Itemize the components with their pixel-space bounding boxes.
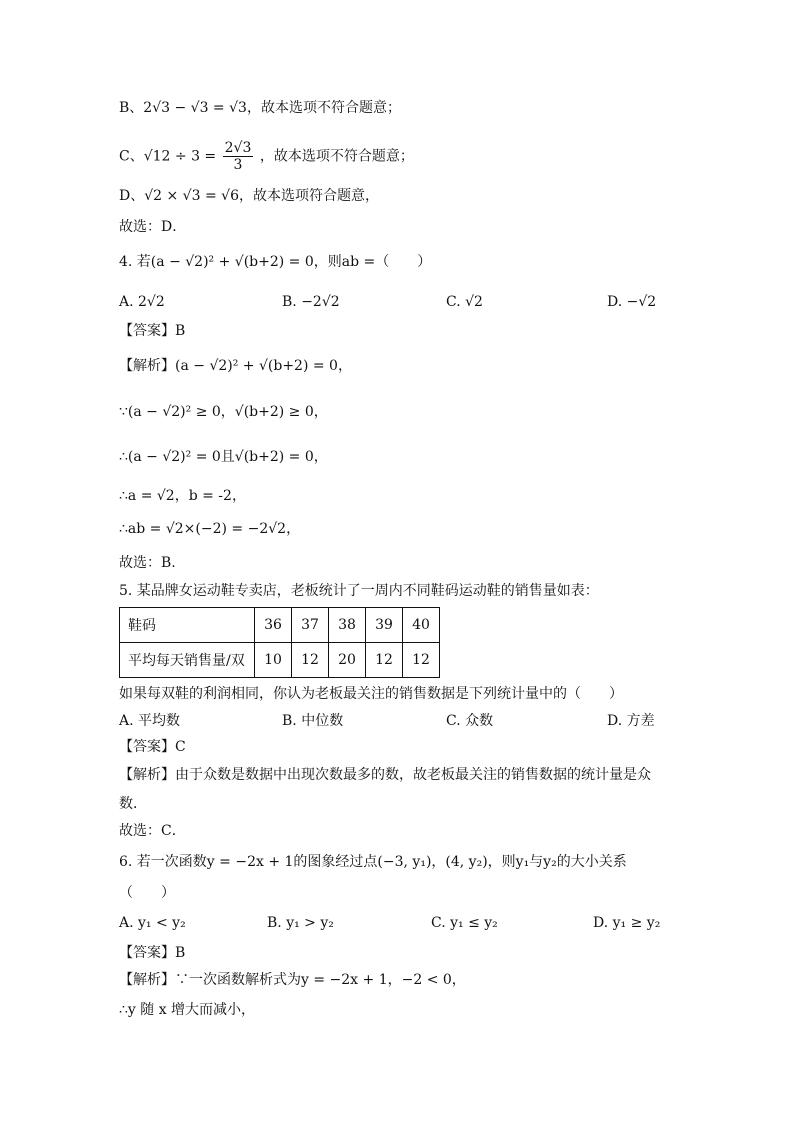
q4-option-d: D. −√2 (607, 294, 657, 310)
q5-prompt: 如果每双鞋的利润相同，你认为老板最关注的销售数据是下列统计量中的（ ） (119, 686, 623, 702)
q4-choice: 故选：B. (119, 555, 176, 571)
fraction-numerator: 2√3 (224, 140, 252, 156)
q6-analysis-1: 【解析】∵一次函数解析式为y = −2x + 1，−2 < 0， (119, 972, 466, 988)
q6-paren: （ ） (119, 885, 175, 901)
table-cell: 37 (292, 608, 329, 643)
q4-analysis-1: 【解析】(a − √2)² + √(b+2) = 0， (119, 358, 352, 374)
table-cell: 38 (329, 608, 366, 643)
question-5: 5. 某品牌女运动鞋专卖店，老板统计了一周内不同鞋码运动鞋的销售量如表： (119, 583, 599, 599)
q5-option-b: B. 中位数 (282, 713, 344, 729)
q6-analysis-2: ∴y 随 x 增大而减小， (119, 1002, 256, 1018)
q4-analysis-2: ∵(a − √2)² ≥ 0，√(b+2) ≥ 0， (119, 404, 328, 420)
q5-analysis-1: 【解析】由于众数是数据中出现次数最多的数，故老板最关注的销售数据的统计量是众 (119, 767, 651, 783)
q3-choice: 故选：D． (119, 219, 187, 235)
option-d-explanation: D、√2 × √3 = √6，故本选项符合题意， (119, 188, 379, 204)
option-c-comment: ，故本选项不符合题意； (259, 148, 414, 165)
fraction (223, 140, 254, 173)
table-cell: 36 (255, 608, 292, 643)
question-6: 6. 若一次函数y = −2x + 1的图象经过点(−3, y₁)，(4, y₂)，则y₁与y₂的大小关系 (119, 854, 627, 870)
q6-option-c: C. y₁ ≤ y₂ (431, 915, 498, 931)
table-cell: 12 (292, 643, 329, 678)
table-cell: 20 (329, 643, 366, 678)
table-cell: 鞋码 (120, 608, 255, 643)
q5-analysis-2: 数． (119, 796, 147, 812)
q4-analysis-5: ∴ab = √2×(−2) = −2√2， (119, 521, 301, 537)
option-b-explanation: B、2√3 − √3 = √3，故本选项不符合题意； (119, 100, 401, 116)
table-cell: 10 (255, 643, 292, 678)
table-cell: 平均每天销售量/双 (120, 643, 255, 678)
q5-option-c: C. 众数 (446, 713, 494, 729)
sales-table (119, 607, 440, 678)
table-row (120, 643, 440, 678)
table-cell: 12 (366, 643, 403, 678)
table-cell: 39 (366, 608, 403, 643)
q4-answer: 【答案】B (119, 323, 186, 339)
q4-option-c: C. √2 (446, 294, 483, 310)
option-c-explanation (119, 140, 414, 173)
q5-answer: 【答案】C (119, 739, 186, 755)
q5-choice: 故选：C． (119, 823, 186, 839)
q4-option-b: B. −2√2 (282, 294, 340, 310)
table-cell: 40 (403, 608, 440, 643)
option-c-expr: C、√12 ÷ 3 = (119, 148, 217, 165)
q5-option-a: A. 平均数 (119, 713, 181, 729)
fraction-denominator: 3 (233, 157, 243, 173)
q4-option-a: A. 2√2 (119, 294, 165, 310)
q6-option-d: D. y₁ ≥ y₂ (593, 915, 661, 931)
q5-option-d: D. 方差 (607, 713, 655, 729)
q6-answer: 【答案】B (119, 945, 186, 961)
question-4: 4. 若(a − √2)² + √(b+2) = 0，则ab =（ ） (119, 254, 432, 270)
table-row (120, 608, 440, 643)
q4-analysis-3: ∴(a − √2)² = 0且√(b+2) = 0， (119, 449, 328, 465)
q6-option-b: B. y₁ > y₂ (267, 915, 334, 931)
q6-option-a: A. y₁ < y₂ (119, 915, 186, 931)
table-cell: 12 (403, 643, 440, 678)
q4-analysis-4: ∴a = √2，b = -2， (119, 488, 246, 504)
